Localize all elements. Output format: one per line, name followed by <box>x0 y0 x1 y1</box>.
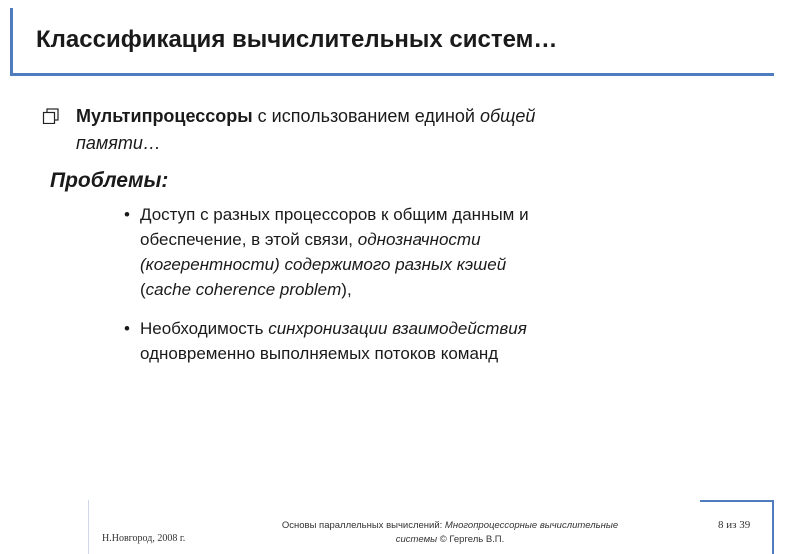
footer-course-topic: системы <box>395 534 438 545</box>
memory-term: памяти… <box>76 133 161 153</box>
problem-text-part: Необходимость <box>140 319 269 338</box>
footer-divider <box>88 500 89 554</box>
footer-course-topic: Многопроцессорные вычислительные <box>444 520 619 531</box>
problem-item-coherence <box>124 202 744 302</box>
problem-term: (когерентности) содержимого разных кэшей <box>140 255 507 274</box>
problems-heading: Проблемы: <box>50 169 169 192</box>
problem-text-line: одновременно выполняемых потоков команд <box>140 344 499 363</box>
footer-course-text: Основы параллельных вычислений: <box>281 520 445 531</box>
problem-item-synchronization <box>124 316 744 366</box>
page-number: 8 из 39 <box>718 519 751 531</box>
problem-text-part: ), <box>341 280 352 299</box>
bullet-dot-icon: • <box>124 319 130 338</box>
slide-title: Классификация вычислительных систем… <box>36 26 558 53</box>
multiprocessors-term: Мультипроцессоры <box>76 106 253 126</box>
problem-text-part: ( <box>140 280 146 299</box>
problem-term: однозначности <box>357 230 481 249</box>
main-bullet-text-part: с использованием единой <box>252 106 480 126</box>
problem-text-line <box>124 252 744 277</box>
problem-text-line <box>124 316 744 341</box>
problem-text-line <box>124 277 744 302</box>
problem-text-line: Доступ с разных процессоров к общим данным и <box>140 205 529 224</box>
problem-term: cache coherence problem <box>145 280 342 299</box>
footer-location-date: Н.Новгород, 2008 г. <box>102 533 186 544</box>
footer-copyright: © Гергель В.П. <box>437 534 505 545</box>
footer-course-info <box>250 519 650 547</box>
shared-term: общей <box>479 106 536 126</box>
problem-text-part: обеспечение, в этой связи, <box>140 230 358 249</box>
main-bullet-text <box>76 103 756 157</box>
problem-text-line <box>124 227 744 252</box>
checkbox-bullet-icon <box>42 108 60 124</box>
bullet-dot-icon: • <box>124 205 130 224</box>
problem-term: синхронизации взаимодействия <box>268 319 527 338</box>
